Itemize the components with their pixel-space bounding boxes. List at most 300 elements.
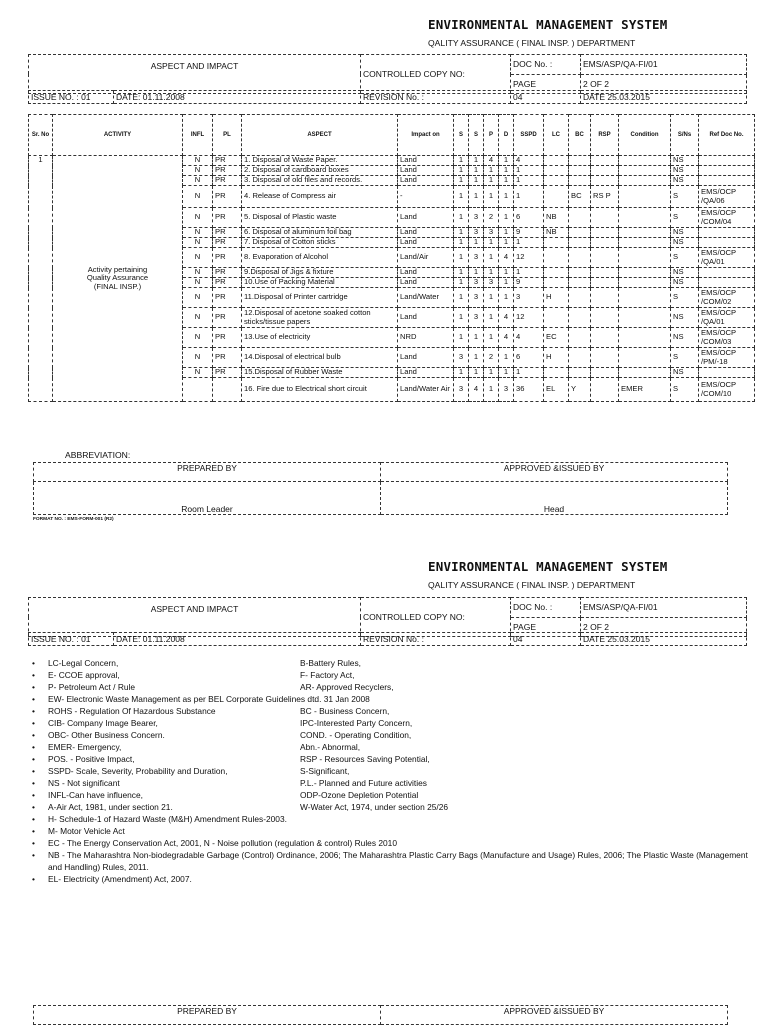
cell-s1: 1 <box>454 228 469 238</box>
cell-lc <box>544 238 569 248</box>
abbreviation-item <box>28 741 748 753</box>
cell-impact: Land <box>398 176 454 186</box>
cell-ref: EMS/OCP /COM/03 <box>699 328 755 348</box>
abbreviation-left: EW- Electronic Waste Management as per BEL Corporate Guidelines dtd. 31 Jan 2008 <box>48 694 370 704</box>
revision-date: DATE 25.03.2015 <box>581 633 747 646</box>
cell-sspd: 12 <box>514 308 544 328</box>
issue-date: DATE: 01.11.2008 <box>114 633 361 646</box>
cell-cond <box>619 156 671 166</box>
cell-infl: N <box>183 248 213 268</box>
cell-lc <box>544 308 569 328</box>
cell-ref: EMS/OCP /COM/10 <box>699 378 755 402</box>
cell-infl: N <box>183 176 213 186</box>
abbreviation-right: AR- Approved Recyclers, <box>300 682 394 692</box>
cell-d: 1 <box>499 166 514 176</box>
column-header: BC <box>569 115 591 156</box>
cell-lc: H <box>544 288 569 308</box>
cell-s2: 4 <box>469 378 484 402</box>
column-header: Impact on <box>398 115 454 156</box>
abbreviation-left: SSPD- Scale, Severity, Probability and Duration, <box>48 766 228 776</box>
cell-sns: S <box>671 288 699 308</box>
cell-ref: EMS/OCP /COM/02 <box>699 288 755 308</box>
cell-rsp <box>591 328 619 348</box>
cell-bc <box>569 166 591 176</box>
cell-bc <box>569 348 591 368</box>
abbreviation-left: NB - The Maharashtra Non-biodegradable Garbage (Control) Ordinance, 2006; The Maharashtra Plastic Carry Bags (Manufacture and Usage) Rules, 2006; The Plastic Waste (Management and Handling) Rules, 2011. <box>48 850 748 872</box>
cell-s1: 3 <box>454 378 469 402</box>
cell-sspd: 6 <box>514 208 544 228</box>
cell-cond <box>619 348 671 368</box>
column-header: Ref Doc No. <box>699 115 755 156</box>
cell-sspd: 1 <box>514 268 544 278</box>
column-header: ASPECT <box>242 115 398 156</box>
cell-p: 1 <box>484 328 499 348</box>
cell-p: 3 <box>484 228 499 238</box>
cell-infl: N <box>183 328 213 348</box>
cell-aspect: 6. Disposal of aluminum foil bag <box>242 228 398 238</box>
cell-s1: 1 <box>454 248 469 268</box>
abbreviation-left: LC-Legal Concern, <box>48 658 119 668</box>
page2-issue-row <box>28 632 747 646</box>
cell-s1: 1 <box>454 308 469 328</box>
cell-pl: PR <box>213 288 242 308</box>
abbreviation-item <box>28 753 748 765</box>
cell-bc: Y <box>569 378 591 402</box>
cell-ref <box>699 238 755 248</box>
prepared-by-label: PREPARED BY <box>34 1006 381 1025</box>
cell-cond <box>619 248 671 268</box>
controlled-copy-label: CONTROLLED COPY NO: <box>361 55 511 94</box>
cell-ref <box>699 228 755 238</box>
page1-title: ENVIRONMENTAL MANAGEMENT SYSTEM <box>428 17 668 32</box>
cell-s1: 1 <box>454 166 469 176</box>
cell-rsp <box>591 268 619 278</box>
cell-lc <box>544 248 569 268</box>
cell-s1: 1 <box>454 176 469 186</box>
revision-label: REVISION No. : <box>361 91 511 104</box>
abbreviation-left: M- Motor Vehicle Act <box>48 826 125 836</box>
cell-impact: NRD <box>398 328 454 348</box>
cell-aspect: 10.Use of Packing Material <box>242 278 398 288</box>
cell-d: 4 <box>499 308 514 328</box>
cell-infl: N <box>183 156 213 166</box>
cell-sspd: 4 <box>514 328 544 348</box>
cell-sns: NS <box>671 238 699 248</box>
cell-sspd: 9 <box>514 278 544 288</box>
aspect-impact-label: ASPECT AND IMPACT <box>29 55 361 94</box>
cell-p: 2 <box>484 208 499 228</box>
cell-sspd: 9 <box>514 228 544 238</box>
doc-no-value: EMS/ASP/QA-FI/01 <box>581 55 747 75</box>
cell-sns: NS <box>671 278 699 288</box>
cell-d: 1 <box>499 288 514 308</box>
abbreviation-left: P- Petroleum Act / Rule <box>48 682 136 692</box>
table-row <box>29 156 755 166</box>
cell-ref: EMS/OCP /QA/01 <box>699 248 755 268</box>
cell-sns: NS <box>671 308 699 328</box>
cell-infl: N <box>183 278 213 288</box>
cell-ref: EMS/OCP /QA/01 <box>699 308 755 328</box>
room-leader-signature: Room Leader <box>34 482 381 515</box>
cell-ref: EMS/OCP /COM/04 <box>699 208 755 228</box>
cell-d: 4 <box>499 328 514 348</box>
revision-value: 04 <box>511 91 581 104</box>
issue-date: DATE: 01.11.2008 <box>114 91 361 104</box>
abbreviation-item <box>28 765 748 777</box>
cell-pl: PR <box>213 348 242 368</box>
cell-pl: PR <box>213 328 242 348</box>
controlled-copy-label: CONTROLLED COPY NO: <box>361 598 511 637</box>
cell-cond <box>619 238 671 248</box>
abbreviation-item <box>28 717 748 729</box>
cell-s1: 3 <box>454 348 469 368</box>
cell-d: 1 <box>499 278 514 288</box>
cell-d: 3 <box>499 378 514 402</box>
aspect-impact-label: ASPECT AND IMPACT <box>29 598 361 637</box>
cell-p: 2 <box>484 348 499 368</box>
cell-impact: Land <box>398 268 454 278</box>
cell-lc <box>544 186 569 208</box>
sr-no-cell: 1 <box>29 156 53 402</box>
cell-pl: PR <box>213 208 242 228</box>
revision-label: REVISION No. : <box>361 633 511 646</box>
cell-s2: 1 <box>469 166 484 176</box>
column-header: S <box>454 115 469 156</box>
cell-rsp <box>591 368 619 378</box>
issue-no: ISSUE NO. : 01 <box>29 633 114 646</box>
abbreviation-item <box>28 669 748 681</box>
cell-p: 3 <box>484 278 499 288</box>
cell-pl: PR <box>213 278 242 288</box>
page-value: 2 OF 2 <box>581 74 747 94</box>
cell-cond <box>619 328 671 348</box>
cell-infl: N <box>183 288 213 308</box>
cell-cond <box>619 308 671 328</box>
cell-aspect: 8. Evaporation of Alcohol <box>242 248 398 268</box>
page1-subtitle: QALITY ASSURANCE ( FINAL INSP. ) DEPARTMENT <box>428 38 636 48</box>
cell-cond <box>619 278 671 288</box>
abbreviation-item <box>28 837 748 849</box>
aspect-impact-table <box>28 114 755 402</box>
cell-p: 1 <box>484 368 499 378</box>
cell-lc <box>544 278 569 288</box>
cell-sspd: 1 <box>514 176 544 186</box>
cell-s2: 3 <box>469 248 484 268</box>
abbreviation-left: EMER- Emergency, <box>48 742 122 752</box>
cell-sspd: 1 <box>514 166 544 176</box>
cell-sspd: 3 <box>514 288 544 308</box>
abbreviation-item <box>28 813 748 825</box>
column-header: S <box>469 115 484 156</box>
cell-bc <box>569 308 591 328</box>
cell-bc <box>569 278 591 288</box>
format-no: FORMAT NO. : EMS-FORM-001 (R2) <box>33 517 114 522</box>
cell-cond <box>619 228 671 238</box>
cell-infl: N <box>183 228 213 238</box>
cell-aspect: 11.Disposal of Printer cartridge <box>242 288 398 308</box>
head-signature: Head <box>381 482 728 515</box>
cell-p: 1 <box>484 288 499 308</box>
cell-lc <box>544 268 569 278</box>
cell-lc: NB <box>544 228 569 238</box>
cell-s2: 3 <box>469 288 484 308</box>
cell-lc: EL <box>544 378 569 402</box>
cell-pl: PR <box>213 308 242 328</box>
cell-impact: Land/Air <box>398 248 454 268</box>
cell-rsp <box>591 238 619 248</box>
cell-rsp <box>591 208 619 228</box>
abbreviation-item <box>28 789 748 801</box>
cell-sspd: 6 <box>514 348 544 368</box>
cell-aspect: 5. Disposal of Plastic waste <box>242 208 398 228</box>
cell-pl <box>213 378 242 402</box>
cell-lc <box>544 176 569 186</box>
cell-aspect: 12.Disposal of acetone soaked cotton sticks/tissue papers <box>242 308 398 328</box>
cell-bc <box>569 176 591 186</box>
cell-pl: PR <box>213 186 242 208</box>
cell-p: 1 <box>484 166 499 176</box>
cell-p: 1 <box>484 186 499 208</box>
doc-no-value: EMS/ASP/QA-FI/01 <box>581 598 747 618</box>
cell-rsp <box>591 308 619 328</box>
cell-sns: NS <box>671 176 699 186</box>
abbreviation-item <box>28 729 748 741</box>
cell-infl <box>183 378 213 402</box>
cell-s1: 1 <box>454 186 469 208</box>
cell-s1: 1 <box>454 238 469 248</box>
abbreviation-left: INFL-Can have influence, <box>48 790 143 800</box>
abbreviation-right: F- Factory Act, <box>300 670 355 680</box>
cell-bc <box>569 328 591 348</box>
cell-infl: N <box>183 186 213 208</box>
cell-sspd: 36 <box>514 378 544 402</box>
page2-title: ENVIRONMENTAL MANAGEMENT SYSTEM <box>428 559 668 574</box>
cell-bc: BC <box>569 186 591 208</box>
cell-aspect: 3. Disposal of old files and records. <box>242 176 398 186</box>
abbreviation-list <box>28 657 748 885</box>
page2-signature-table <box>33 1005 728 1025</box>
page-label: PAGE <box>511 74 581 94</box>
cell-cond <box>619 176 671 186</box>
cell-rsp <box>591 288 619 308</box>
cell-rsp: RS P <box>591 186 619 208</box>
doc-no-label: DOC No. : <box>511 598 581 618</box>
cell-pl: PR <box>213 228 242 238</box>
cell-s2: 1 <box>469 186 484 208</box>
cell-s2: 3 <box>469 208 484 228</box>
cell-aspect: 2. Disposal of cardboard boxes <box>242 166 398 176</box>
cell-bc <box>569 156 591 166</box>
cell-d: 1 <box>499 238 514 248</box>
cell-pl: PR <box>213 368 242 378</box>
doc-no-label: DOC No. : <box>511 55 581 75</box>
cell-d: 1 <box>499 176 514 186</box>
column-header: PL <box>213 115 242 156</box>
abbreviation-left: ROHS - Regulation Of Hazardous Substance <box>48 706 216 716</box>
cell-d: 1 <box>499 348 514 368</box>
cell-s2: 1 <box>469 268 484 278</box>
cell-aspect: 9.Disposal of Jigs & fixture <box>242 268 398 278</box>
cell-s2: 1 <box>469 348 484 368</box>
cell-sns: NS <box>671 166 699 176</box>
cell-ref: EMS/OCP /PM/-18 <box>699 348 755 368</box>
column-header: D <box>499 115 514 156</box>
page2-header-table <box>28 597 747 637</box>
cell-p: 4 <box>484 156 499 166</box>
cell-s2: 3 <box>469 228 484 238</box>
cell-rsp <box>591 228 619 238</box>
cell-cond <box>619 268 671 278</box>
cell-cond <box>619 166 671 176</box>
cell-lc: H <box>544 348 569 368</box>
cell-impact: Land <box>398 308 454 328</box>
approved-by-label: APPROVED &ISSUED BY <box>381 463 728 482</box>
cell-sns: NS <box>671 156 699 166</box>
abbreviation-item <box>28 849 748 873</box>
abbreviation-left: NS - Not significant <box>48 778 120 788</box>
cell-ref <box>699 368 755 378</box>
cell-rsp <box>591 176 619 186</box>
cell-infl: N <box>183 166 213 176</box>
abbreviation-right: ODP-Ozone Depletion Potential <box>300 790 419 800</box>
cell-s2: 1 <box>469 156 484 166</box>
page1-issue-row <box>28 90 747 104</box>
column-header: RSP <box>591 115 619 156</box>
revision-date: DATE 25.03.2015 <box>581 91 747 104</box>
cell-rsp <box>591 348 619 368</box>
cell-lc: NB <box>544 208 569 228</box>
column-header: Sr. No <box>29 115 53 156</box>
cell-bc <box>569 208 591 228</box>
cell-impact: Land/Water Air <box>398 378 454 402</box>
cell-pl: PR <box>213 176 242 186</box>
cell-infl: N <box>183 238 213 248</box>
cell-p: 1 <box>484 378 499 402</box>
cell-pl: PR <box>213 248 242 268</box>
cell-rsp <box>591 166 619 176</box>
abbreviation-left: EL- Electricity (Amendment) Act, 2007. <box>48 874 192 884</box>
cell-lc: EC <box>544 328 569 348</box>
cell-impact: - <box>398 186 454 208</box>
cell-lc <box>544 156 569 166</box>
abbreviation-item <box>28 873 748 885</box>
column-header: S/Ns <box>671 115 699 156</box>
cell-s1: 1 <box>454 328 469 348</box>
abbreviation-right: S-Significant, <box>300 766 350 776</box>
activity-cell: Activity pertaining Quality Assurance (FINAL INSP.) <box>53 156 183 402</box>
cell-sns: NS <box>671 268 699 278</box>
cell-aspect: 14.Disposal of electrical bulb <box>242 348 398 368</box>
abbreviation-item <box>28 825 748 837</box>
cell-impact: Land <box>398 368 454 378</box>
table-header-row <box>29 115 755 156</box>
cell-infl: N <box>183 208 213 228</box>
column-header: LC <box>544 115 569 156</box>
cell-lc <box>544 368 569 378</box>
abbreviation-right: W-Water Act, 1974, under section 25/26 <box>300 802 449 812</box>
abbreviation-right: BC - Business Concern, <box>300 706 390 716</box>
abbreviation-label: ABBREVIATION: <box>65 450 131 460</box>
cell-s1: 1 <box>454 156 469 166</box>
cell-bc <box>569 238 591 248</box>
cell-cond <box>619 186 671 208</box>
cell-p: 1 <box>484 248 499 268</box>
cell-pl: PR <box>213 166 242 176</box>
cell-sns: NS <box>671 368 699 378</box>
cell-sns: S <box>671 348 699 368</box>
cell-sspd: 1 <box>514 238 544 248</box>
cell-impact: Land <box>398 278 454 288</box>
cell-rsp <box>591 156 619 166</box>
cell-d: 1 <box>499 268 514 278</box>
revision-value: 04 <box>511 633 581 646</box>
abbreviation-item <box>28 705 748 717</box>
abbreviation-left: EC - The Energy Conservation Act, 2001, N - Noise pollution (regulation & control) Rules 2010 <box>48 838 397 848</box>
cell-d: 1 <box>499 228 514 238</box>
cell-sspd: 1 <box>514 368 544 378</box>
column-header: ACTIVITY <box>53 115 183 156</box>
cell-s1: 1 <box>454 278 469 288</box>
abbreviation-right: COND. - Operating Condition, <box>300 730 412 740</box>
abbreviation-item <box>28 693 748 705</box>
cell-impact: Land <box>398 348 454 368</box>
cell-d: 1 <box>499 186 514 208</box>
cell-aspect: 15.Disposal of Rubber Waste <box>242 368 398 378</box>
cell-aspect: 13.Use of electricity <box>242 328 398 348</box>
cell-ref: EMS/OCP /QA/06 <box>699 186 755 208</box>
cell-p: 1 <box>484 238 499 248</box>
cell-infl: N <box>183 308 213 328</box>
cell-s2: 1 <box>469 176 484 186</box>
abbreviation-item <box>28 657 748 669</box>
cell-ref <box>699 268 755 278</box>
column-header: Condition <box>619 115 671 156</box>
cell-ref <box>699 166 755 176</box>
cell-ref <box>699 176 755 186</box>
page2-subtitle: QALITY ASSURANCE ( FINAL INSP. ) DEPARTMENT <box>428 580 636 590</box>
cell-lc <box>544 166 569 176</box>
issue-no: ISSUE NO. : 01 <box>29 91 114 104</box>
cell-cond <box>619 288 671 308</box>
cell-cond <box>619 208 671 228</box>
approved-by-label: APPROVED &ISSUED BY <box>381 1006 728 1025</box>
cell-s1: 1 <box>454 368 469 378</box>
cell-sns: S <box>671 248 699 268</box>
cell-s2: 1 <box>469 328 484 348</box>
abbreviation-left: A-Air Act, 1981, under section 21. <box>48 802 173 812</box>
abbreviation-right: IPC-Interested Party Concern, <box>300 718 413 728</box>
cell-impact: Land <box>398 208 454 228</box>
cell-sns: NS <box>671 328 699 348</box>
cell-d: 1 <box>499 368 514 378</box>
abbreviation-right: Abn.- Abnormal, <box>300 742 361 752</box>
abbreviation-left: CIB- Company Image Bearer, <box>48 718 158 728</box>
cell-bc <box>569 268 591 278</box>
cell-bc <box>569 228 591 238</box>
cell-rsp <box>591 278 619 288</box>
cell-impact: Land <box>398 228 454 238</box>
abbreviation-right: B-Battery Rules, <box>300 658 361 668</box>
cell-sns: S <box>671 208 699 228</box>
cell-infl: N <box>183 268 213 278</box>
cell-s2: 1 <box>469 238 484 248</box>
cell-infl: N <box>183 368 213 378</box>
cell-s2: 3 <box>469 278 484 288</box>
column-header: SSPD <box>514 115 544 156</box>
cell-aspect: 7. Disposal of Cotton sticks <box>242 238 398 248</box>
cell-pl: PR <box>213 268 242 278</box>
abbreviation-left: POS. - Positive Impact, <box>48 754 135 764</box>
